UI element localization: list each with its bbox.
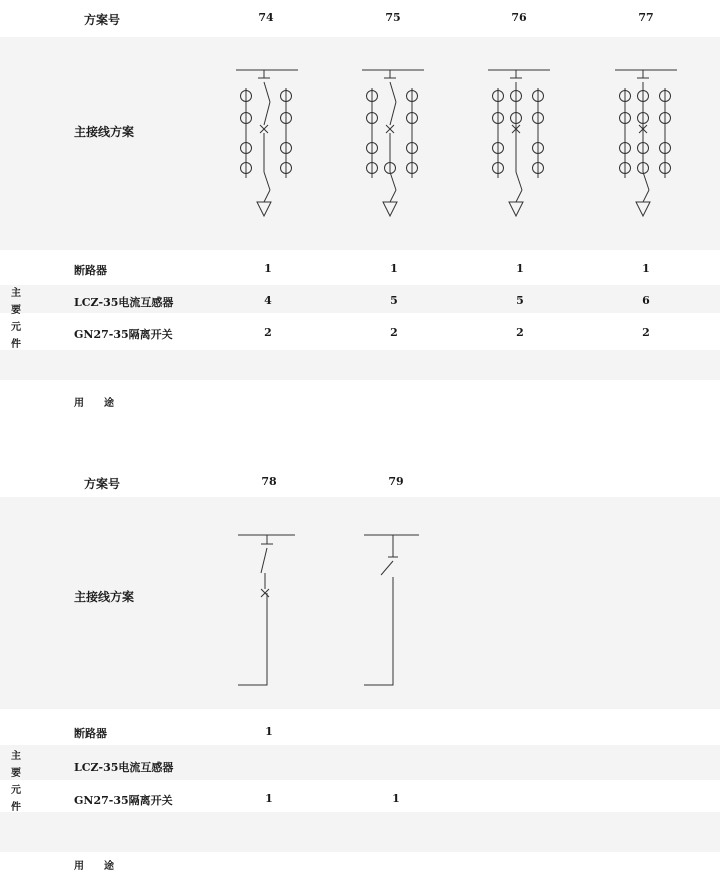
- scheme-number-78: 78: [261, 475, 277, 488]
- disconnector-79: 1: [392, 792, 400, 805]
- wiring-scheme-label-2: 主接线方案: [74, 590, 135, 604]
- usage-band-1: [0, 350, 720, 380]
- scheme-number-header-2: 方案号: [84, 477, 121, 491]
- ct-74: 4: [264, 294, 272, 307]
- scheme-number-74: 74: [258, 11, 274, 24]
- breaker-74: 1: [264, 262, 272, 275]
- breaker-78: 1: [265, 725, 273, 738]
- usage-band-2: [0, 812, 720, 852]
- ct-77: 6: [642, 294, 650, 307]
- wiring-diagram-79: [361, 527, 431, 692]
- wiring-scheme-label: 主接线方案: [74, 125, 135, 139]
- row-label-disconnector-2: GN27-35隔离开关: [74, 794, 173, 807]
- row-label-current-transformer-2: LCZ-35电流互感器: [74, 761, 174, 774]
- scheme-number-header: 方案号: [84, 13, 121, 27]
- ct-75: 5: [390, 294, 398, 307]
- main-components-group-label: 主要元件: [11, 288, 21, 350]
- ct-76: 5: [516, 294, 524, 307]
- usage-label-2: 用 途: [74, 861, 114, 872]
- row-label-disconnector: GN27-35隔离开关: [74, 328, 173, 341]
- main-components-group-label-2: 主要元件: [11, 751, 21, 813]
- breaker-76: 1: [516, 262, 524, 275]
- scheme-number-77: 77: [638, 11, 654, 24]
- breaker-77: 1: [642, 262, 650, 275]
- wiring-diagram-74: [230, 62, 305, 222]
- wiring-diagram-77: [609, 62, 684, 222]
- row-label-breaker: 断路器: [74, 264, 107, 277]
- row-label-current-transformer: LCZ-35电流互感器: [74, 296, 174, 309]
- scheme-number-76: 76: [511, 11, 527, 24]
- disconnector-77: 2: [642, 326, 650, 339]
- wiring-diagram-75: [356, 62, 431, 222]
- breaker-75: 1: [390, 262, 398, 275]
- row-label-breaker-2: 断路器: [74, 727, 107, 740]
- disconnector-76: 2: [516, 326, 524, 339]
- scheme-number-75: 75: [385, 11, 401, 24]
- disconnector-75: 2: [390, 326, 398, 339]
- scheme-number-79: 79: [388, 475, 404, 488]
- wiring-diagram-78: [235, 527, 305, 692]
- disconnector-74: 2: [264, 326, 272, 339]
- usage-label: 用 途: [74, 398, 114, 409]
- disconnector-78: 1: [265, 792, 273, 805]
- wiring-diagram-76: [482, 62, 557, 222]
